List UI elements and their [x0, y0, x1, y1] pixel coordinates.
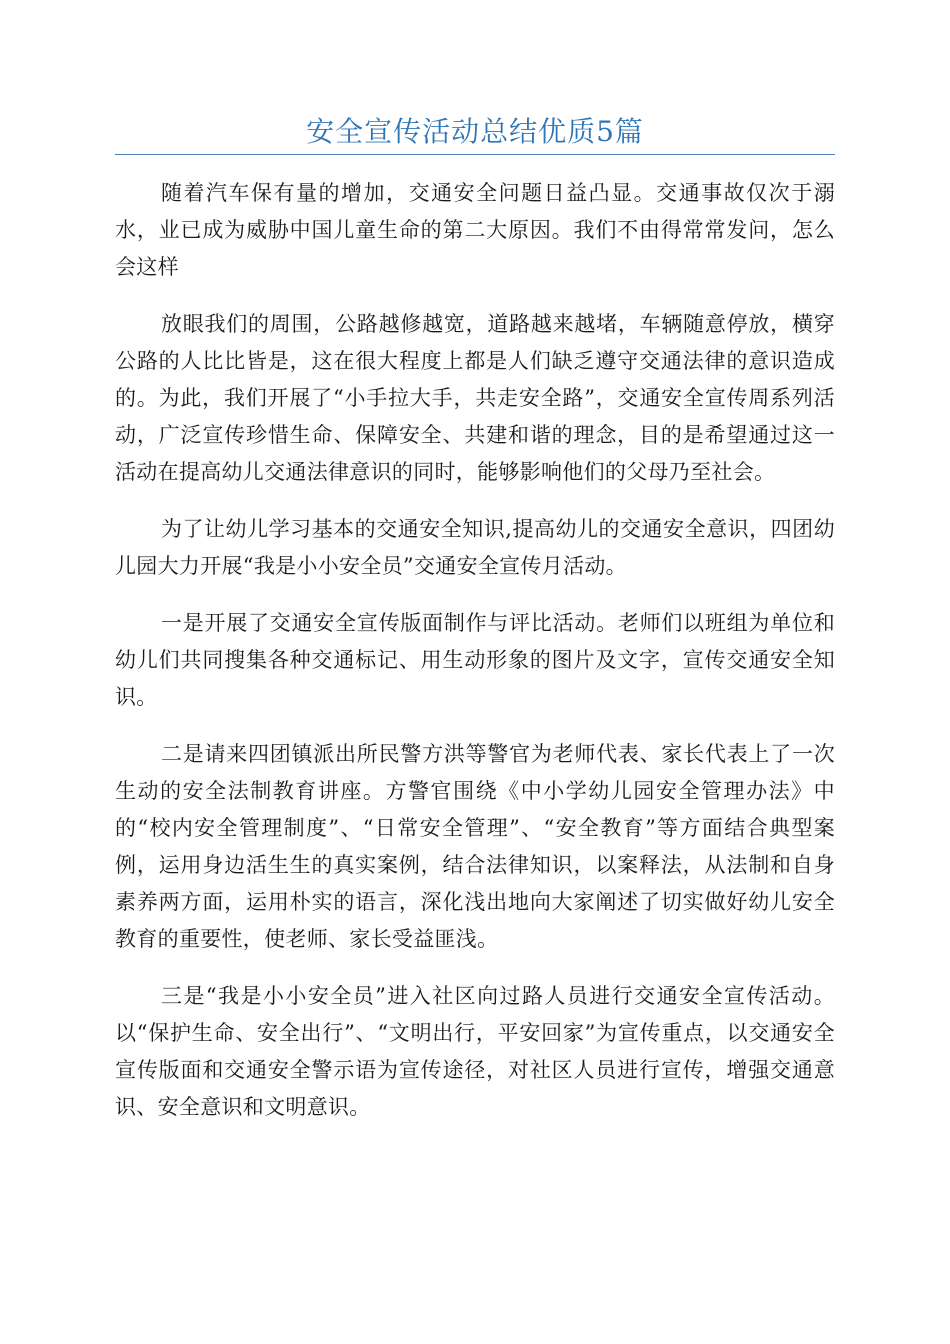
- title-block: [115, 112, 835, 152]
- title-underline: [115, 154, 835, 155]
- document-body: [115, 175, 835, 1146]
- paragraph-2: 放眼我们的周围，公路越修越宽，道路越来越堵，车辆随意停放，横穿公路的人比比皆是，这在很大程度上都是人们缺乏遵守交通法律的意识造成的。为此，我们开展了“小手拉大手，共走安全路”，交通安全宣传周系列活动，广泛宣传珍惜生命、保障安全、共建和谐的理念，目的是希望通过这一活动在提高幼儿交通法律意识的同时，能够影响他们的父母乃至社会。: [115, 312, 835, 484]
- paragraph-6: 三是“我是小小安全员”进入社区向过路人员进行交通安全宣传活动。以“保护生命、安全出行”、“文明出行，平安回家”为宣传重点，以交通安全宣传版面和交通安全警示语为宣传途径，对社区人员进行宣传，增强交通意识、安全意识和文明意识。: [115, 984, 835, 1119]
- paragraph-3: 为了让幼儿学习基本的交通安全知识,提高幼儿的交通安全意识，四团幼儿园大力开展“我是小小安全员”交通安全宣传月活动。: [115, 517, 835, 578]
- paragraph-1: 随着汽车保有量的增加，交通安全问题日益凸显。交通事故仅次于溺水，业已成为威胁中国儿童生命的第二大原因。我们不由得常常发问，怎么会这样: [115, 181, 835, 279]
- document-title: 安全宣传活动总结优质5篇: [306, 115, 644, 148]
- paragraph-5: 二是请来四团镇派出所民警方洪等警官为老师代表、家长代表上了一次生动的安全法制教育讲座。方警官围绕《中小学幼儿园安全管理办法》中的“校内安全管理制度”、“日常安全管理”、“安全教育”等方面结合典型案例，运用身边活生生的真实案例，结合法律知识，以案释法，从法制和自身素养两方面，运用朴实的语言，深化浅出地向大家阐述了切实做好幼儿安全教育的重要性，使老师、家长受益匪浅。: [115, 742, 835, 951]
- paragraph-4: 一是开展了交通安全宣传版面制作与评比活动。老师们以班组为单位和幼儿们共同搜集各种交通标记、用生动形象的图片及文字，宣传交通安全知识。: [115, 611, 835, 709]
